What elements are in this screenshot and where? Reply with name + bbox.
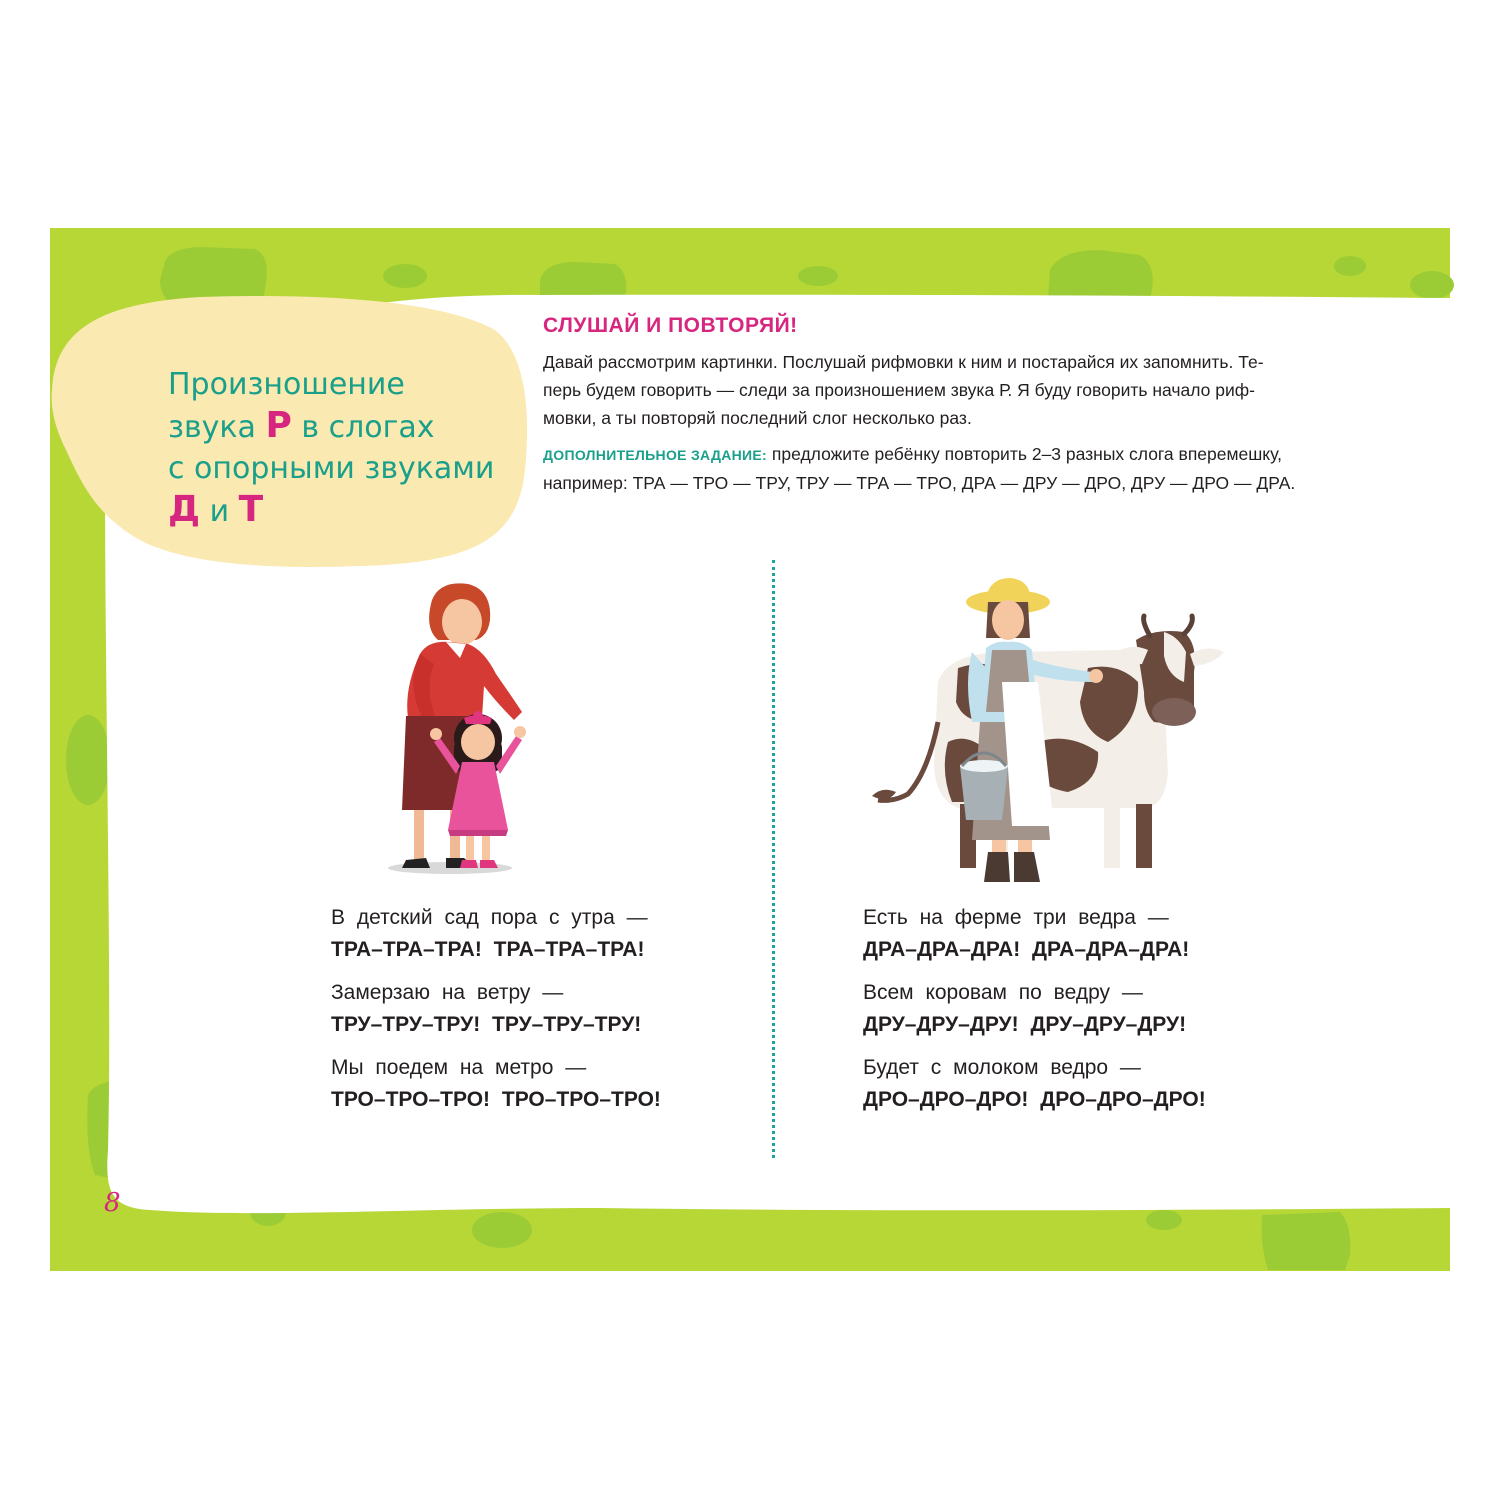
intro-line: перь будем говорить — следи за произношением звука Р. Я буду говорить начало риф- bbox=[543, 380, 1255, 400]
title-text: звука bbox=[168, 410, 266, 445]
title-line-2 bbox=[168, 405, 528, 448]
rhyme-line: Будет с молоком ведро — bbox=[863, 1056, 1141, 1079]
title-accent-letter: Р bbox=[265, 405, 292, 446]
rhyme-refrain: ТРУ–ТРУ–ТРУ! ТРУ–ТРУ–ТРУ! bbox=[331, 1013, 642, 1036]
title-line-1: Произношение bbox=[168, 367, 405, 402]
rhymes-left bbox=[331, 902, 661, 1127]
section-heading: СЛУШАЙ И ПОВТОРЯЙ! bbox=[543, 314, 798, 337]
dotted-divider bbox=[772, 560, 775, 1158]
rhyme-line: Есть на ферме три ведра — bbox=[863, 906, 1169, 929]
extra-task-line bbox=[543, 440, 1403, 469]
rhyme-item bbox=[863, 977, 1206, 1041]
rhyme-refrain: ТРА–ТРА–ТРА! ТРА–ТРА–ТРА! bbox=[331, 938, 645, 961]
page-title bbox=[168, 364, 528, 532]
rhyme-refrain: ДРУ–ДРУ–ДРУ! ДРУ–ДРУ–ДРУ! bbox=[863, 1013, 1187, 1036]
rhyme-item bbox=[331, 902, 661, 966]
title-line-3: с опорными звуками bbox=[168, 451, 495, 486]
rhyme-item bbox=[863, 902, 1206, 966]
page-number: 8 bbox=[104, 1188, 121, 1218]
extra-task-paragraph bbox=[543, 440, 1403, 497]
title-accent-letter: Д bbox=[168, 489, 201, 530]
title-text: в слогах bbox=[291, 410, 435, 445]
rhyme-line: Всем коровам по ведру — bbox=[863, 981, 1143, 1004]
extra-task-text: предложите ребёнку повторить 2–3 разных слога вперемешку, bbox=[767, 444, 1283, 464]
title-text: и bbox=[200, 494, 239, 529]
rhyme-line: Замерзаю на ветру — bbox=[331, 981, 564, 1004]
title-accent-letter: Т bbox=[238, 489, 264, 530]
rhyme-refrain: ДРА–ДРА–ДРА! ДРА–ДРА–ДРА! bbox=[863, 938, 1190, 961]
rhyme-item bbox=[863, 1052, 1206, 1116]
intro-line: мовки, а ты повторяй последний слог несколько раз. bbox=[543, 408, 972, 428]
intro-line: Давай рассмотрим картинки. Послушай рифмовки к ним и постарайся их запомнить. Те- bbox=[543, 352, 1264, 372]
teacher-with-girl-illustration bbox=[380, 578, 540, 878]
rhyme-item bbox=[331, 1052, 661, 1116]
intro-paragraph bbox=[543, 348, 1383, 432]
rhyme-line: В детский сад пора с утра — bbox=[331, 906, 648, 929]
title-line-4 bbox=[168, 489, 528, 532]
rhymes-right bbox=[863, 902, 1206, 1127]
rhyme-item bbox=[331, 977, 661, 1041]
rhyme-refrain: ТРО–ТРО–ТРО! ТРО–ТРО–ТРО! bbox=[331, 1088, 661, 1111]
farmer-with-cow-illustration bbox=[868, 572, 1228, 888]
rhyme-refrain: ДРО–ДРО–ДРО! ДРО–ДРО–ДРО! bbox=[863, 1088, 1206, 1111]
extra-task-line: например: ТРА — ТРО — ТРУ, ТРУ — ТРА — ТРО, ДРА — ДРУ — ДРО, ДРУ — ДРО — ДРА. bbox=[543, 473, 1296, 493]
rhyme-line: Мы поедем на метро — bbox=[331, 1056, 587, 1079]
extra-task-label: ДОПОЛНИТЕЛЬНОЕ ЗАДАНИЕ: bbox=[543, 447, 768, 463]
